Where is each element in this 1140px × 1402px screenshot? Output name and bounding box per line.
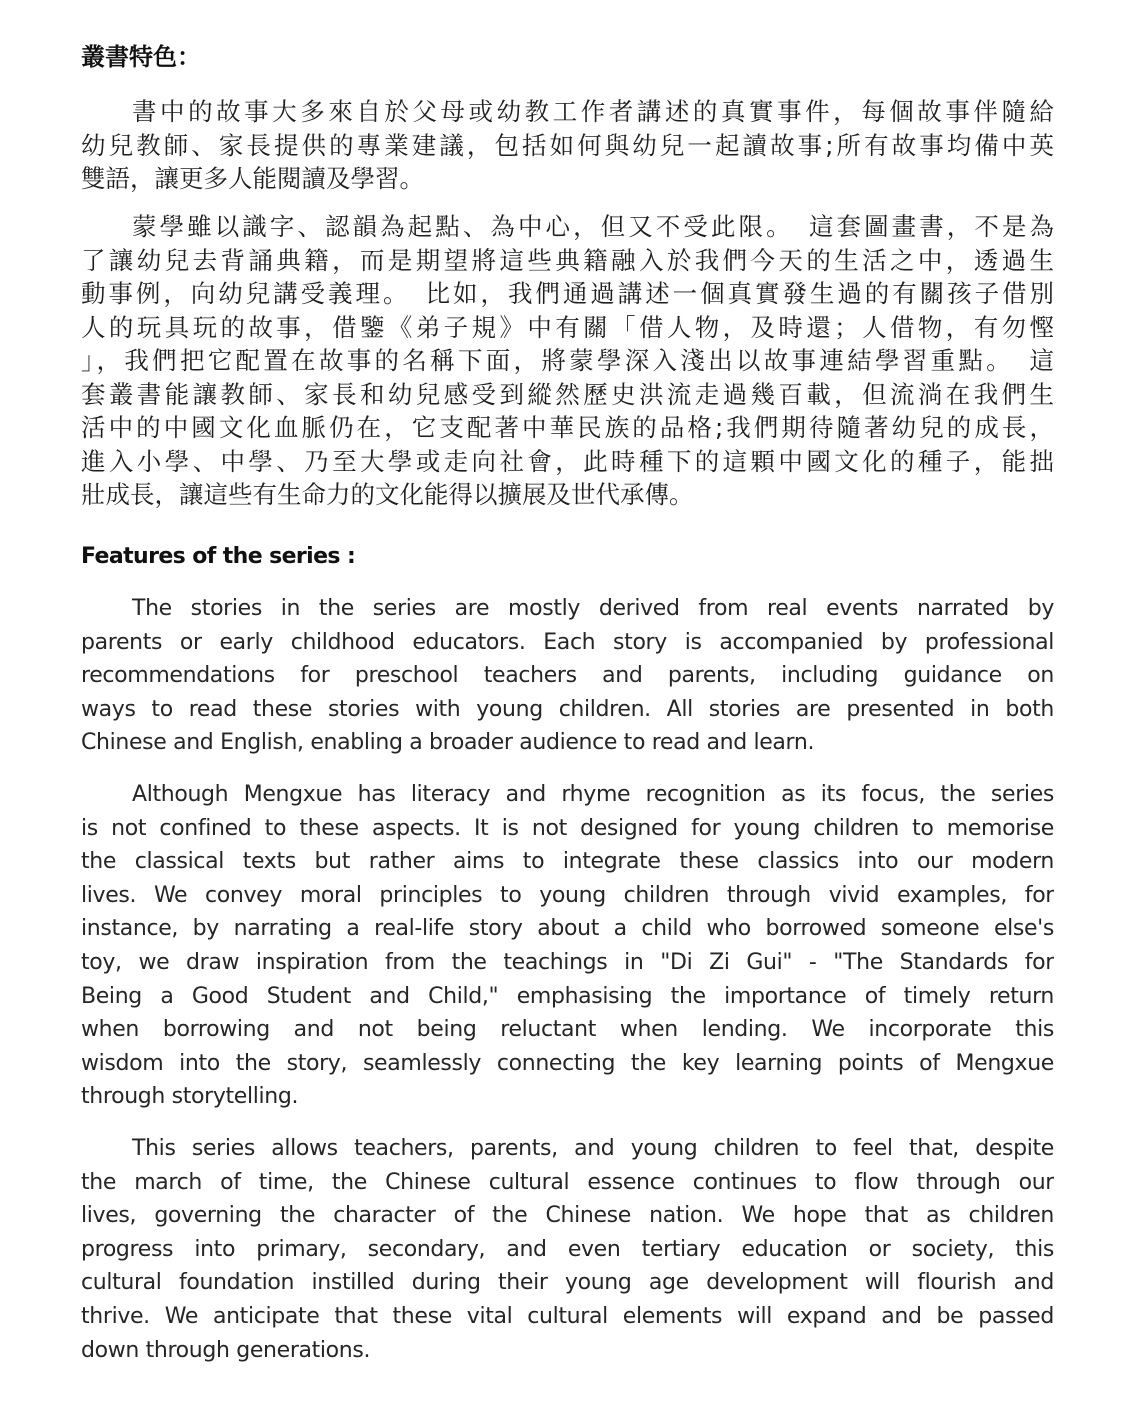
english-paragraph-1 [81, 592, 1054, 760]
text-line: 雙語，讓更多人能閱讀及學習。 [81, 164, 424, 193]
text-line: the march of time, the Chinese cultural essence continues to flow through our [81, 1169, 1054, 1195]
text-line: 活中的中國文化血脈仍在，它支配著中華民族的品格;我們期待隨著幼兒的成長， [81, 413, 1054, 442]
text-line: 進入小學、中學、乃至大學或走向社會，此時種下的這顆中國文化的種子，能拙 [81, 446, 1054, 476]
text-line: lives. We convey moral principles to young children through vivid examples, for [81, 882, 1054, 908]
text-line: progress into primary, secondary, and even tertiary education or society, this [81, 1236, 1054, 1262]
text-line: is not confined to these aspects. It is not designed for young children to memorise [81, 815, 1054, 841]
text-line: 」，我們把它配置在故事的名稱下面，將蒙學深入淺出以故事連結學習重點。 這 [81, 346, 1054, 375]
text-line: cultural foundation instilled during their young age development will flourish and [81, 1270, 1054, 1296]
text-line: down through generations. [81, 1337, 371, 1363]
text-line: 人的玩具玩的故事，借鑒《弟子規》中有關「借人物，及時還；人借物，有勿慳 [81, 312, 1054, 342]
text-line: This series allows teachers, parents, and young children to feel that, despite [132, 1136, 1054, 1161]
english-paragraph-3 [81, 1132, 1054, 1367]
text-line: when borrowing and not being reluctant when lending. We incorporate this [81, 1017, 1054, 1043]
text-line: lives, governing the character of the Chinese nation. We hope that as children [81, 1203, 1054, 1229]
text-line: Although Mengxue has literacy and rhyme recognition as its focus, the series [132, 782, 1054, 807]
text-line: wisdom into the story, seamlessly connecting the key learning points of Mengxue [81, 1050, 1054, 1076]
text-line: parents or early childhood educators. Each story is accompanied by professional [81, 629, 1054, 655]
english-section-heading: Features of the series : [81, 544, 356, 569]
text-line: 了讓幼兒去背誦典籍，而是期望將這些典籍融入於我們今天的生活之中，透過生 [81, 245, 1054, 275]
text-line: through storytelling. [81, 1084, 299, 1110]
text-line: 幼兒教師、家長提供的專業建議，包括如何與幼兒一起讀故事;所有故事均備中英 [81, 130, 1054, 160]
text-line: Being a Good Student and Child," emphasising the importance of timely return [81, 983, 1054, 1009]
text-line: The stories in the series are mostly derived from real events narrated by [132, 596, 1054, 621]
text-line: 壯成長，讓這些有生命力的文化能得以擴展及世代承傳。 [81, 480, 694, 509]
text-line: Chinese and English, enabling a broader audience to read and learn. [81, 730, 815, 756]
text-line: 蒙學雖以識字、認韻為起點、為中心，但又不受此限。 這套圖畫書，不是為 [132, 212, 1054, 241]
text-line: thrive. We anticipate that these vital cultural elements will expand and be passed [81, 1303, 1054, 1329]
text-line: instance, by narrating a real-life story about a child who borrowed someone else's [81, 916, 1054, 942]
chinese-paragraph-2 [81, 210, 1054, 512]
text-line: recommendations for preschool teachers and parents, including guidance on [81, 663, 1054, 689]
text-line: the classical texts but rather aims to integrate these classics into our modern [81, 849, 1054, 875]
chinese-section-heading: 叢書特色： [81, 43, 201, 71]
text-line: toy, we draw inspiration from the teachings in "Di Zi Gui" - "The Standards for [81, 949, 1054, 975]
text-line: 套叢書能讓教師、家長和幼兒感受到縱然歷史洪流走過幾百載，但流淌在我們生 [81, 379, 1054, 409]
chinese-paragraph-1 [81, 95, 1054, 196]
english-paragraph-2 [81, 778, 1054, 1114]
text-line: ways to read these stories with young children. All stories are presented in both [81, 696, 1054, 722]
text-line: 書中的故事大多來自於父母或幼教工作者講述的真實事件，每個故事伴隨給 [132, 97, 1054, 126]
text-line: 動事例，向幼兒講受義理。 比如，我們通過講述一個真實發生過的有關孩子借別 [81, 279, 1054, 308]
